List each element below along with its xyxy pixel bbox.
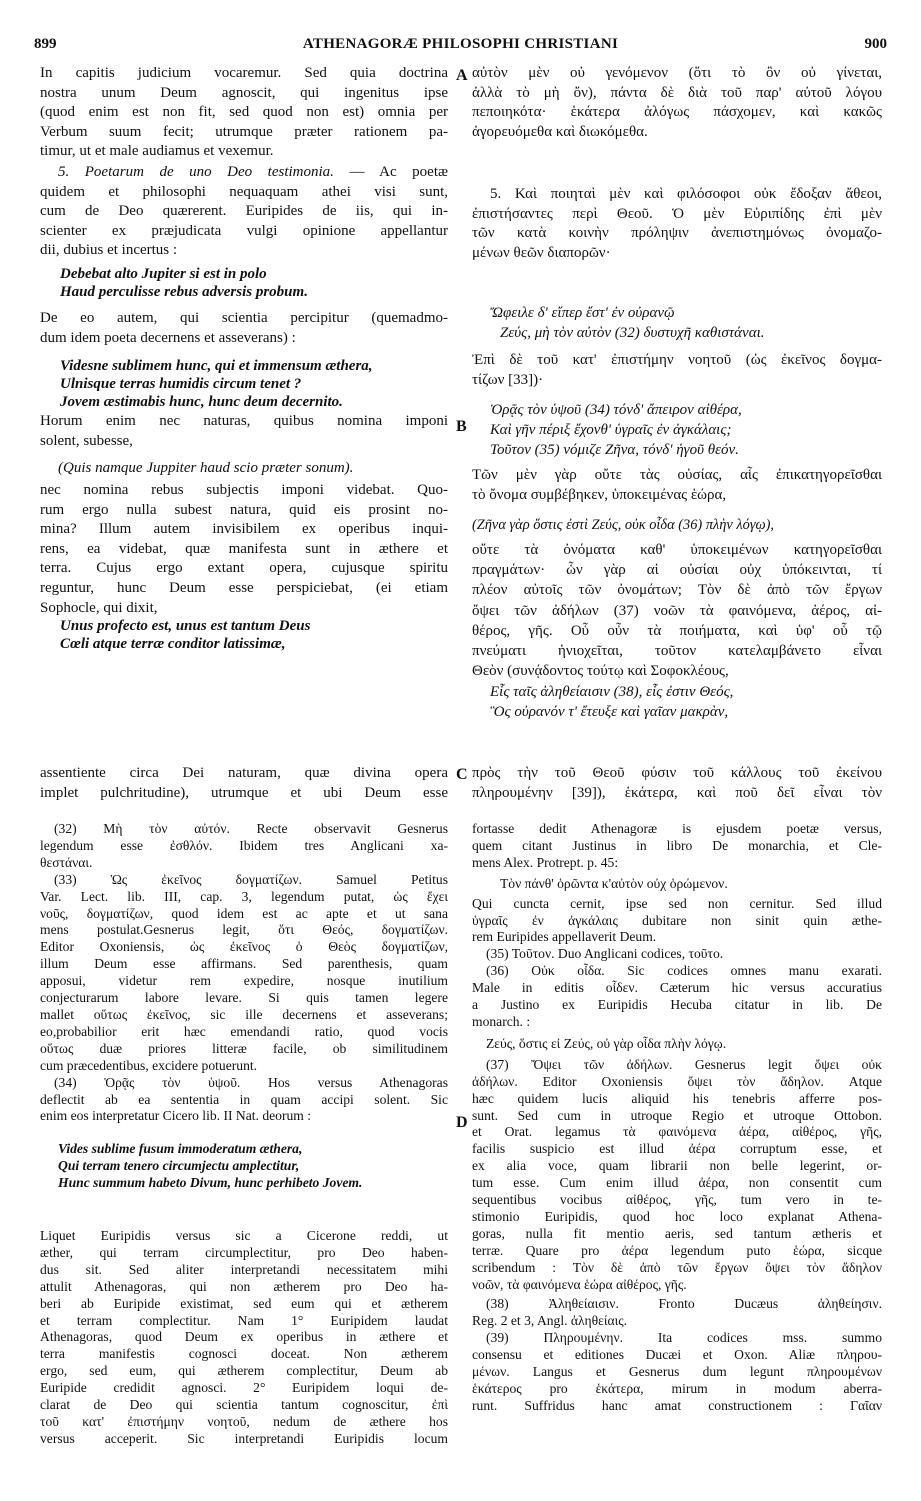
greek-verse-1	[472, 303, 900, 343]
latin-line: timur, ut et male audiamus et vexemur.	[40, 143, 274, 160]
greek-line: θέρος, γῆς. Οὗ οὖν τὰ ποιήματα, καὶ ὑφ' οὗ τῷ	[472, 622, 882, 639]
footnote-line: et terram complectitur. Nam 1° Euripidem laudat	[40, 1312, 448, 1328]
verse-line: Εἷς ταῖς ἀληθείαισιν (38), εἷς ἐστιν Θεός,	[490, 684, 734, 700]
greek-line: τῶν κατὰ κοινὴν πρόληψιν ἀνεπιστημόνως ὀνομαζο-	[472, 225, 882, 242]
latin-line: dii, dubius et incertus :	[40, 242, 178, 259]
footnote-line: illum Deum esse affirmans. Sed parenthesis, quam	[40, 956, 448, 972]
latin-line: — Ac poetæ	[349, 164, 448, 180]
footnote-line: Editor Oxoniensis, ὡς ἐκεῖνος ὁ Θεὸς δογματίζων,	[40, 939, 448, 955]
latin-block-6	[40, 764, 448, 803]
footnote-line: versus acceperit. Sic interpretandi Euripidis locum	[40, 1430, 448, 1446]
footnote-line: legendum esse ἐσθλόν. Ibidem tres Anglicani xa-	[40, 837, 448, 853]
footnote-line: ἑκάτερος pro ἑκάτερα, mirum in modum aberra-	[472, 1381, 882, 1396]
greek-line: πραγμάτων· ὧν γὰρ αἱ οὐσίαι οὐχ ὑπόκεινται, τί	[472, 562, 882, 579]
notes-left-continued	[40, 1228, 448, 1448]
margin-letter-a: A	[456, 67, 468, 84]
verse-line: Τὸν πάνθ' ὁρῶντα κ'αὐτὸν οὐχ ὁρώμενον.	[500, 875, 728, 891]
verse-line: Qui terram tenero circumjectu amplectitur,	[58, 1157, 300, 1173]
footnote-line: (32) Μὴ τὸν αὐτόν. Recte observavit Gesnerus	[54, 821, 448, 836]
latin-line: scienter ex præjudicata vulgi opinione appellantur	[40, 222, 448, 239]
latin-line: Horum enim nec naturas, quibus nomina imponi	[40, 413, 448, 429]
latin-line: Verbum suum fecit; utrumque præter rationem pa-	[40, 123, 448, 140]
footnote-line: tum esse. Cum enim illud ἀέρα, non consentit cum	[472, 1175, 882, 1191]
footnote-line: hæc quidem lucis aliquid his tenebris afferre pos-	[472, 1090, 882, 1106]
footnote-line: ex alia voce, quam librarii non belle legerint, or-	[472, 1158, 882, 1174]
greek-block-4	[472, 466, 882, 505]
latin-line: (quod enim est non fit, sed quod non est) omnia per	[40, 104, 448, 121]
latin-block-4	[40, 412, 448, 451]
greek-section-5	[472, 185, 882, 263]
footnote-line: (37) Ὄψει τῶν ἀδήλων. Gesnerus legit ὄψει οὐκ	[486, 1056, 882, 1072]
latin-line: quidem et philosophi nequaquam athei visi sunt,	[40, 183, 448, 200]
greek-line: ὄψει τῶν ἀδήλων (37) νοῶν τὰ φαινόμενα, ἀέρος, αἰ-	[472, 602, 882, 619]
latin-line: assentiente circa Dei naturam, quæ divina opera	[40, 765, 448, 781]
latin-line: nec nomina rebus subjectis imponi videbat. Quo-	[40, 482, 448, 498]
verse-line: Debebat alto Jupiter si est in polo	[60, 266, 267, 282]
footnote-line: scribendum : Τὸν δὲ ἀπὸ τῶν ἔργων ὄψει τὸν ἄδηλον	[472, 1259, 882, 1275]
greek-verse-4	[472, 682, 900, 722]
latin-line: De eo autem, qui scientia percipitur (quemadmo-	[40, 310, 448, 326]
latin-block-5	[40, 481, 448, 618]
footnote-line: apposui, videtur rem expedire, nosque inutilium	[40, 973, 448, 989]
greek-block-5	[472, 540, 882, 681]
footnote-line: deflectit ab ea sententia in quam accipi solent. Sic	[40, 1091, 448, 1107]
footnote-line: beri ab Euripide existimat, sed eum qui et ætherem	[40, 1295, 448, 1311]
greek-line: αὐτὸν μὲν οὐ γενόμενον (ὅτι τὸ ὂν οὐ γίνεται,	[472, 65, 882, 81]
greek-line: 5. Καὶ ποιηταὶ μὲν καὶ φιλόσοφοι οὐκ ἔδοξαν ἄθεοι,	[490, 186, 882, 202]
footnote-line: Reg. 2 et 3, Angl. ἀληθείαις.	[472, 1313, 628, 1329]
footnote-line: consensu et editiones Ducæi et Oxon. Aliæ πληρου-	[472, 1347, 882, 1363]
latin-line: solent, subesse,	[40, 432, 133, 449]
footnote-line: enim eos interpretatur Cicero lib. II Nat. deorum :	[40, 1108, 312, 1124]
page-number-right: 900	[864, 36, 887, 52]
verse-line: Hunc summum habeto Divum, hunc perhibeto Jovem.	[58, 1174, 363, 1190]
footnote-line: a Justino ex Euripidis Hecuba citatur in lib. De	[472, 997, 882, 1013]
verse-line: Ὃς οὐρανόν τ' ἔτευξε καὶ γαῖαν μακρὰν,	[490, 704, 729, 720]
greek-line: πρὸς τὴν τοῦ Θεοῦ φύσιν τοῦ κάλλους τοῦ ἐκείνου	[472, 765, 882, 781]
latin-verse-2	[40, 357, 468, 411]
greek-line: Ἐπὶ δὲ τοῦ κατ' ἐπιστήμην νοητοῦ (ὡς ἐκεῖνος δογμα-	[472, 352, 882, 368]
page-number-left: 899	[34, 36, 57, 52]
greek-line: τίζων [33])·	[472, 371, 544, 388]
verse-line: Ζεύς, ὅστις εἰ Ζεύς, οὐ γὰρ οἶδα πλὴν λόγῳ.	[486, 1035, 727, 1051]
footnote-line: terra manifestis cognosci doceat. Non ætherem	[40, 1346, 448, 1362]
footnote-line: οὕτως duæ priores litteræ facile, ob similitudinem	[40, 1040, 448, 1056]
footnote-line: quem citant Justinus in libro De monarchia, et Cle-	[472, 837, 882, 853]
footnote-line: et Orat. legamus τὰ φαινόμενα ἀέρα, αἰθέρος, γῆς,	[472, 1124, 882, 1140]
latin-line: mina? Illum autem invisibilem ex operibus inqui-	[40, 521, 448, 538]
latin-line: cum de Deo quærerent. Euripides de iis, qui in-	[40, 203, 448, 220]
footnote-line: facilis suspicio est illud ἀέρα corruptum esse, et	[472, 1141, 882, 1157]
footnote-line: mallet οὕτως ἐκεῖνος, sic ille decernens et asseverans;	[40, 1006, 448, 1022]
greek-line: οὔτε τὰ ὀνόματα καθ' ὑποκειμένων κατηγορεῖσθαι	[472, 542, 882, 558]
latin-line: In capitis judicium vocaremur. Sed quia doctrina	[40, 65, 448, 81]
verse-line: Ulnisque terras humidis circum tenet ?	[60, 376, 302, 392]
latin-line: rum ergo nulla subest natura, quid eis prosint no-	[40, 501, 448, 518]
greek-line: Θεὸν (συνᾴδοντος τούτῳ καὶ Σοφοκλέους,	[472, 663, 729, 680]
footnote-line: sequentibus vocibus αἰθέρος, γῆς, tum vero in te-	[472, 1192, 882, 1208]
footnote-line: Euripide credidit agnosci. 2° Euripidem loqui de-	[40, 1380, 448, 1396]
footnote-line: fortasse dedit Athenagoræ is ejusdem poetæ versus,	[472, 821, 882, 836]
verse-line: Ζεύς, μὴ τὸν αὐτὸν (32) δυστυχῆ καθιστάναι.	[500, 325, 765, 341]
footnote-line: (36) Οὐκ οἶδα. Sic codices omnes manu exarati.	[486, 963, 882, 979]
footnote-line: sunt. Sed cum in utroque Regio et utroque Ottobon.	[472, 1107, 882, 1123]
greek-line: ἐπιστήσαντες περὶ Θεοῦ. Ὁ μὲν Εὐριπίδης ἐπὶ μὲν	[472, 205, 882, 222]
latin-line: terra. Cujus ergo extant opera, cujusque spiritu	[40, 560, 448, 577]
greek-line: μένων θεῶν διαπορῶν·	[472, 244, 611, 261]
footnote-line: (38) Ἀληθείαισιν. Fronto Ducæus ἀληθείησιν.	[486, 1296, 882, 1312]
greek-line: Τῶν μὲν γὰρ οὔτε τὰς οὐσίας, αἷς ἐπικατηγορεῖσθαι	[472, 467, 882, 483]
footnote-line: rem Euripides appellaverit Deum.	[472, 929, 657, 945]
verse-line: Jovem æstimabis hunc, hunc deum decernito.	[60, 394, 343, 410]
latin-line: reguntur, hunc Deum esse perspiciebat, (ei etiam	[40, 579, 448, 596]
greek-line: πνεύματι ἡνιοχεῖται, τοῦτον κατελαμβάνετο εἶναι	[472, 643, 882, 660]
footnote-line: Liquet Euripidis versus sic a Cicerone reddi, ut	[40, 1228, 448, 1243]
footnote-line: attulit Athenagoras, qui non ætherem pro Deo ha-	[40, 1278, 448, 1294]
latin-section-5	[40, 163, 448, 261]
verse-line: Haud perculisse rebus adversis probum.	[60, 284, 308, 300]
footnote-line: goras, nulla fit mentio aeris, sed tantum ætheris et	[472, 1225, 882, 1241]
latin-line: nostra unum Deum agnoscit, qui ingenitus ipse	[40, 84, 448, 101]
running-title: ATHENAGORÆ PHILOSOPHI CHRISTIANI	[302, 36, 619, 52]
footnote-line: (34) Ὁρᾷς τὸν ὑψοῦ. Hos versus Athenagoras	[54, 1074, 448, 1090]
greek-block-3	[472, 351, 882, 390]
greek-block-1	[472, 64, 882, 142]
footnote-line: terræ. Quare pro ἀέρα legendum puto ἑώρα, sicque	[472, 1242, 882, 1258]
footnote-line: Var. Lect. lib. III, cap. 3, legendum putat, ὡς ἔχει	[40, 888, 448, 904]
latin-line: rens, ea videbat, quæ manifesta sunt in æthere et	[40, 540, 448, 557]
greek-block-6	[472, 764, 882, 803]
verse-line: Cœli atque terræ conditor latissimæ,	[60, 636, 286, 652]
footnote-line: conjecturarum labore levare. Si quis tamen legere	[40, 990, 448, 1006]
verse-line: Τοῦτον (35) νόμιζε Ζῆνα, τόνδ' ἡγοῦ θεόν.	[490, 442, 739, 458]
footnote-line: mens postulat.Gesnerus legit, ὅτι Θεός, δογματίζων.	[40, 922, 448, 938]
footnote-line: Athenagoras, quod Deum ex operibus in æthere et	[40, 1329, 448, 1345]
footnote-line: dus sit. Sed aliter interpretandi necessitatem mihi	[40, 1261, 448, 1277]
footnote-line: æther, qui terram circumplectitur, pro Deo haben-	[40, 1244, 448, 1260]
greek-line: πεποιηκότα· ἑκάτερα ἀλόγως πάσχομεν, καὶ κακῶς	[472, 104, 882, 121]
latin-verse-1	[40, 265, 468, 301]
notes-right	[472, 821, 882, 1415]
greek-verse-2	[472, 400, 900, 460]
footnote-line: stimonio Euripidis, quod hoc loco explanat Athena-	[472, 1208, 882, 1224]
footnote-line: eo,probabilior erit hæc emendandi ratio, quod vocis	[40, 1023, 448, 1039]
verse-line: Ὁρᾷς τὸν ὑψοῦ (34) τόνδ' ἄπειρον αἰθέρα,	[490, 402, 742, 418]
notes-left-verse	[40, 1141, 448, 1192]
footnote-line: ὑγραῖς ἐν ἀγκάλαις dubitare non sinit quin æthe-	[472, 912, 882, 928]
footnote-line: runt. Suffridus hanc amat constructionem : Γαῖαν	[472, 1397, 882, 1413]
verse-line: Unus profecto est, unus est tantum Deus	[60, 618, 311, 634]
latin-line: Sophocle, qui dixit,	[40, 599, 158, 616]
greek-line: ἀλλὰ τὸ μὴ ὄν), πάντα δὲ διὰ τοῦ παρ' αὐτοῦ λόγου	[472, 84, 882, 101]
greek-line: πληρουμένην [39]), ἑκάτερα, καὶ ποῦ δεῖ εἶναι τὸν	[472, 784, 882, 801]
footnote-line: (39) Πληρουμένην. Ita codices mss. summo	[486, 1330, 882, 1346]
footnote-line: clarat de Deo qui scientia tantum cognoscitur, ἐπὶ	[40, 1397, 448, 1413]
greek-line: ἀγορευόμεθα καὶ διωκόμεθα.	[472, 123, 648, 140]
footnote-line: νοῦς, δογματίζων, quod idem est ac apte et ut sana	[40, 905, 448, 921]
latin-line: dum idem poeta decernens et asseverans) :	[40, 329, 296, 346]
margin-letter-b: B	[456, 418, 467, 435]
verse-line: Ὤφειλε δ' εἴπερ ἔστ' ἐν οὐρανῷ	[490, 305, 675, 321]
verse-line: Καὶ γῆν πέριξ ἔχονθ' ὑγραῖς ἐν ἀγκάλαις;	[490, 422, 732, 438]
section-heading: 5. Poetarum de uno Deo testimonia.	[58, 164, 334, 180]
margin-letter-d: D	[456, 1114, 468, 1131]
notes-left	[40, 821, 448, 1125]
latin-block-3	[40, 309, 448, 348]
footnote-line: ἀδήλων. Editor Oxoniensis ὄψει τὸν ἄδηλον. Atque	[472, 1073, 882, 1089]
greek-line: πλέον αὐτοῖς τῶν ὀνομάτων; Τὸν δὲ ἀπὸ τῶν ἔργων	[472, 582, 882, 599]
footnote-line: Male in editis οἶδεν. Cæterum hic versus accuratius	[472, 980, 882, 996]
footnote-line: μένων. Langus et Gesnerus dum legunt πληρουμένων	[472, 1364, 882, 1380]
footnote-line: θεστάναι.	[40, 854, 93, 870]
footnote-line: Qui cuncta cernit, ipse sed non cernitur. Sed illud	[472, 895, 882, 911]
footnote-line: νοῶν, τὰ φαινόμενα ἑώρα αἰθέρος, γῆς.	[472, 1276, 687, 1292]
latin-line: implet pulchritudine), utrumque et ubi Deum esse	[40, 784, 448, 801]
latin-verse-3: (Quis namque Juppiter haud scio præter sonum).	[58, 460, 354, 476]
footnote-line: mens Alex. Protrept. p. 45:	[472, 854, 619, 870]
footnote-line: cum præcedentibus, excidere potuerunt.	[40, 1057, 258, 1073]
verse-line: Videsne sublimem hunc, qui et immensum æthera,	[60, 358, 373, 374]
footnote-line: (35) Τοῦτον. Duo Anglicani codices, τοῦτο.	[486, 946, 724, 962]
verse-line: Vides sublime fusum immoderatum æthera,	[58, 1141, 303, 1156]
latin-verse-4	[40, 617, 468, 653]
greek-verse-3: (Ζῆνα γὰρ ὅστις ἐστὶ Ζεύς, οὐκ οἶδα (36) πλὴν λόγῳ),	[472, 517, 775, 533]
greek-line: τὸ ὄνομα συμβέβηκεν, ὑποκειμένας ἑώρα,	[472, 486, 727, 503]
footnote-line: monarch. :	[472, 1013, 531, 1029]
latin-block-1	[40, 64, 448, 162]
footnote-line: (33) Ὡς ἐκεῖνος δογματίζων. Samuel Petitus	[54, 871, 448, 887]
footnote-line: τοῦ κατ' ἐπιστήμην νοητοῦ, nedum de æthere hos	[40, 1413, 448, 1429]
margin-letter-c: C	[456, 766, 468, 783]
running-header	[0, 36, 921, 58]
footnote-line: ergo, sed eum, qui ætherem complectitur, Deum ab	[40, 1363, 448, 1379]
